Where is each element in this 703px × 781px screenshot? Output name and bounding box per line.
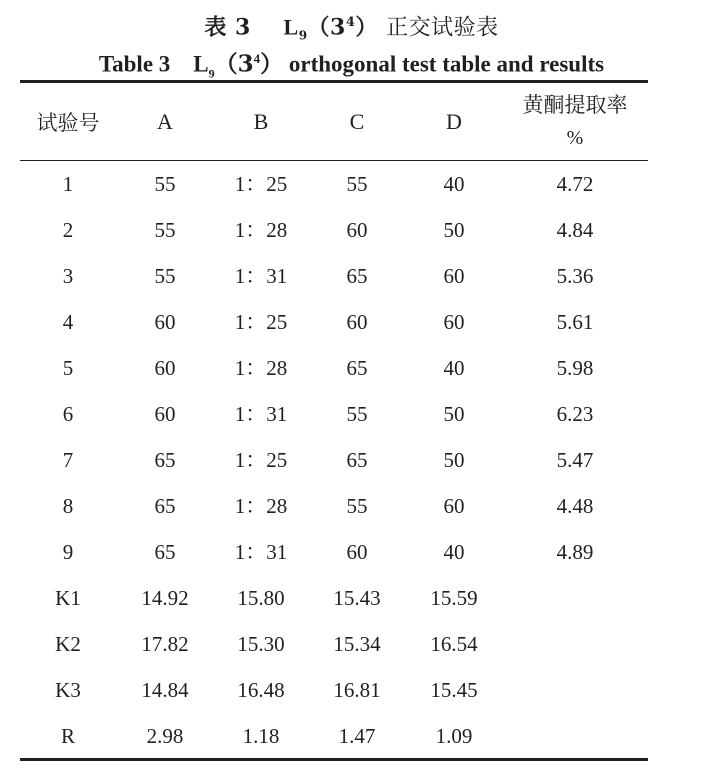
cell-yield: 5.98: [556, 356, 594, 380]
cell-a: 17.82: [141, 632, 189, 656]
title-cn-l-main: L: [283, 14, 299, 40]
cell-a: 55: [154, 218, 176, 242]
cell-c: 60: [346, 540, 368, 564]
table-row: [20, 529, 648, 575]
table-row: [20, 391, 648, 437]
cell-yield: 6.23: [556, 402, 594, 426]
cell-trial: 8: [62, 494, 74, 518]
title-cn-paren-close: ）: [355, 14, 378, 41]
cell-stat-label: K1: [55, 586, 81, 610]
cell-c: 65: [346, 264, 368, 288]
cell-yield: [515, 667, 635, 713]
table-row-r: [20, 713, 648, 759]
cell-d: 50: [443, 448, 465, 472]
cell-b: 1：31: [234, 402, 288, 426]
cell-trial: 2: [62, 218, 74, 242]
cell-a: 55: [154, 172, 176, 196]
title-en-prefix: Table 3: [98, 51, 171, 77]
table-row: [20, 345, 648, 391]
cell-c: 65: [346, 448, 368, 472]
cell-yield: 4.72: [556, 172, 594, 196]
header-a: A: [157, 108, 173, 134]
cell-a: 65: [154, 540, 176, 564]
cell-d: 15.45: [430, 678, 478, 702]
cell-d: 15.59: [430, 586, 478, 610]
cell-c: 60: [346, 310, 368, 334]
cell-yield: [515, 713, 635, 759]
cell-yield: [515, 621, 635, 667]
table-body: [20, 161, 648, 759]
cell-d: 50: [443, 218, 465, 242]
cell-trial: 5: [62, 356, 74, 380]
table-header-row: [20, 83, 648, 160]
cell-c: 1.47: [338, 724, 376, 748]
cell-yield: [515, 575, 635, 621]
table-row: [20, 483, 648, 529]
title-cn-prefix: 表 3: [204, 14, 251, 41]
cell-b: 1：28: [234, 218, 288, 242]
title-cn-l-sub: 9: [298, 28, 308, 43]
cell-c: 55: [346, 172, 368, 196]
table-row: [20, 161, 648, 207]
cell-b: 16.48: [237, 678, 285, 702]
table-row-k3: [20, 667, 648, 713]
table-row: [20, 253, 648, 299]
cell-stat-label: K2: [55, 632, 81, 656]
cell-a: 60: [154, 310, 176, 334]
cell-b: 1：31: [234, 540, 288, 564]
cell-b: 1：25: [234, 310, 288, 334]
cell-b: 1：25: [234, 172, 288, 196]
header-b: B: [253, 108, 269, 134]
cell-trial: 9: [62, 540, 74, 564]
title-en-paren-open: （3: [214, 50, 254, 78]
cell-d: 60: [443, 310, 465, 334]
header-trial: 试验号: [36, 110, 100, 135]
cell-d: 60: [443, 494, 465, 518]
cell-stat-label: K3: [55, 678, 81, 702]
cell-d: 40: [443, 540, 465, 564]
cell-a: 55: [154, 264, 176, 288]
cell-c: 15.34: [333, 632, 381, 656]
cell-a: 14.84: [141, 678, 189, 702]
table-row: [20, 437, 648, 483]
header-yield-unit: %: [566, 126, 584, 149]
header-yield: [505, 83, 645, 160]
header-c: C: [349, 108, 365, 134]
cell-c: 60: [346, 218, 368, 242]
cell-a: 65: [154, 494, 176, 518]
title-en-suffix: orthogonal test table and results: [288, 51, 605, 77]
cell-a: 14.92: [141, 586, 189, 610]
header-d: D: [446, 108, 462, 134]
cell-b: 1：31: [234, 264, 288, 288]
table-row: [20, 207, 648, 253]
cell-b: 15.30: [237, 632, 285, 656]
cell-c: 15.43: [333, 586, 381, 610]
title-en-l-main: L: [193, 51, 209, 77]
title-cn-suffix: 正交试验表: [386, 15, 499, 41]
cell-yield: 4.48: [556, 494, 594, 518]
cell-d: 60: [443, 264, 465, 288]
cell-a: 2.98: [146, 724, 184, 748]
cell-b: 1.18: [242, 724, 280, 748]
cell-b: 1：28: [234, 494, 288, 518]
cell-d: 40: [443, 356, 465, 380]
table-row: [20, 299, 648, 345]
cell-c: 55: [346, 494, 368, 518]
header-yield-label: 黄酮提取率: [522, 92, 628, 117]
cell-b: 1：28: [234, 356, 288, 380]
cell-stat-label: R: [60, 724, 75, 748]
table-row-k1: [20, 575, 648, 621]
cell-trial: 4: [62, 310, 74, 334]
cell-yield: 4.84: [556, 218, 594, 242]
cell-trial: 6: [62, 402, 74, 426]
cell-c: 55: [346, 402, 368, 426]
cell-d: 1.09: [435, 724, 473, 748]
cell-a: 60: [154, 402, 176, 426]
cell-d: 40: [443, 172, 465, 196]
cell-c: 16.81: [333, 678, 381, 702]
table-bottom-rule: [20, 758, 648, 761]
title-cn-paren-open: （3: [307, 14, 346, 41]
cell-d: 50: [443, 402, 465, 426]
cell-yield: 4.89: [556, 540, 594, 564]
cell-a: 65: [154, 448, 176, 472]
cell-trial: 1: [62, 172, 74, 196]
cell-yield: 5.47: [556, 448, 594, 472]
cell-a: 60: [154, 356, 176, 380]
cell-yield: 5.61: [556, 310, 594, 334]
cell-yield: 5.36: [556, 264, 594, 288]
title-en-sup: 4: [253, 51, 261, 66]
table-row-k2: [20, 621, 648, 667]
title-en-l-sub: 9: [208, 66, 215, 81]
title-cn-sup: 4: [345, 15, 356, 30]
cell-trial: 7: [62, 448, 74, 472]
cell-b: 1：25: [234, 448, 288, 472]
title-en-paren-close: ）: [260, 50, 284, 78]
cell-d: 16.54: [430, 632, 478, 656]
cell-c: 65: [346, 356, 368, 380]
cell-trial: 3: [62, 264, 74, 288]
cell-b: 15.80: [237, 586, 285, 610]
